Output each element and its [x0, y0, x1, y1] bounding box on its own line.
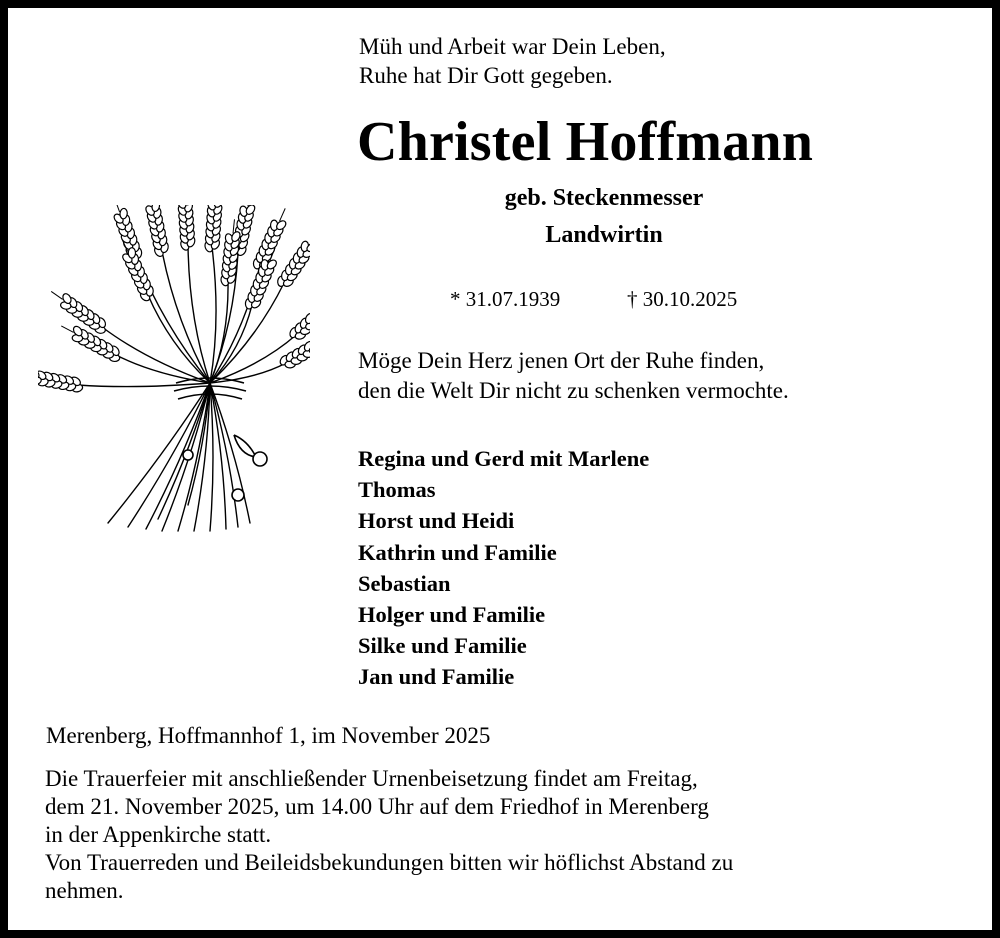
verse-line: Ruhe hat Dir Gott gegeben.: [359, 63, 613, 88]
wheat-sheaf-icon: [38, 205, 310, 537]
death-date: † 30.10.2025: [627, 287, 738, 311]
mourner: Horst und Heidi: [358, 508, 515, 534]
mourner: Regina und Gerd mit Marlene: [358, 446, 650, 471]
mourner: Holger und Familie: [358, 601, 546, 627]
mourner: Sebastian: [358, 570, 451, 596]
birth-date: * 31.07.1939: [450, 287, 561, 311]
notice-line: Von Trauerreden und Beileidsbekundungen bitten wir höflichst Abstand zu: [45, 850, 734, 875]
notice-line: dem 21. November 2025, um 14.00 Uhr auf dem Friedhof in Merenberg: [45, 794, 709, 819]
verse-line: Müh und Arbeit war Dein Leben,: [359, 34, 666, 59]
birth-name: geb. Steckenmesser: [504, 185, 704, 211]
place-and-date: Merenberg, Hoffmannhof 1, im November 2025: [46, 723, 491, 748]
notice-line: nehmen.: [45, 878, 124, 903]
notice-line: in der Appenkirche statt.: [45, 822, 272, 847]
mourner: Jan und Familie: [358, 664, 515, 690]
funeral-notice: [45, 765, 733, 905]
mourner: Thomas: [358, 477, 436, 503]
memorial-quote: [358, 346, 789, 406]
mourner: Kathrin und Familie: [358, 539, 557, 565]
occupation: Landwirtin: [545, 222, 663, 248]
mourners-list: [358, 443, 649, 693]
notice-line: Die Trauerfeier mit anschließender Urnenbeisetzung findet am Freitag,: [45, 766, 698, 791]
quote-line: den die Welt Dir nicht zu schenken vermochte.: [358, 378, 789, 403]
mourner: Silke und Familie: [358, 633, 527, 659]
opening-verse: [359, 32, 666, 90]
deceased-name: Christel Hoffmann: [357, 111, 814, 173]
quote-line: Möge Dein Herz jenen Ort der Ruhe finden,: [358, 348, 765, 373]
